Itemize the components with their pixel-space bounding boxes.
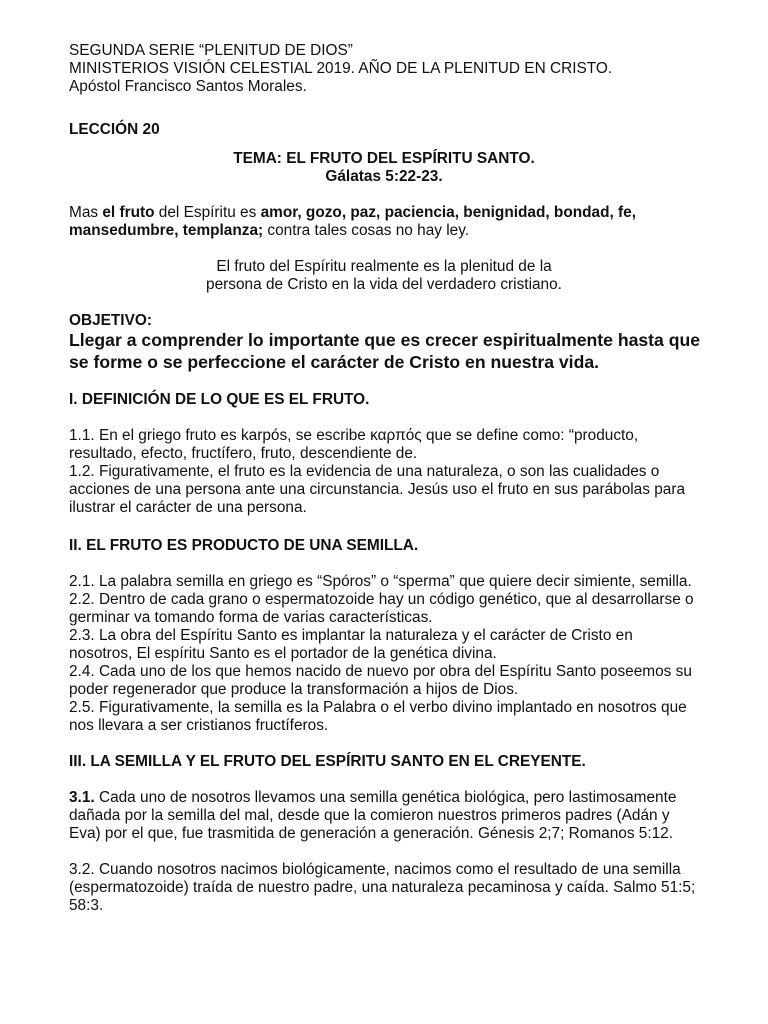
verse-bold-1: el fruto: [102, 204, 155, 221]
section-1-paragraph-2: 1.2. Figurativamente, el fruto es la evidencia de una naturaleza, o son las cualidades o acciones de una persona ante una circunstancia. Jesús uso el fruto en sus parábolas para ilustrar el carácter de una persona.: [69, 463, 686, 516]
section-3-paragraph-1-number: 3.1.: [69, 789, 95, 806]
quote-block: [0, 258, 768, 294]
section-3-paragraph-1-text: Cada uno de nosotros llevamos una semilla genética biológica, pero lastimosamente dañada por la semilla del mal, desde que la comieron nuestros primeros padres (Adán y Eva) por el que, fue trasmitida de generación a generación. Génesis 2;7; Romanos 5:12.: [69, 789, 677, 842]
header-series: SEGUNDA SERIE “PLENITUD DE DIOS”: [69, 42, 353, 59]
verse-bold-2: amor, gozo, paz, paciencia, benignidad, bondad, fe, mansedumbre, templanza;: [69, 204, 637, 239]
section-2-title: II. EL FRUTO ES PRODUCTO DE UNA SEMILLA.: [69, 537, 419, 554]
section-2-paragraph-5: 2.5. Figurativamente, la semilla es la Palabra o el verbo divino implantado en nosotros que nos llevara a ser cristianos fructíferos.: [69, 699, 687, 734]
section-2-paragraph-4: 2.4. Cada uno de los que hemos nacido de nuevo por obra del Espíritu Santo poseemos su poder regenerador que produce la transformación a hijos de Dios.: [69, 663, 692, 698]
verse-text-2: del Espíritu es: [154, 204, 261, 221]
section-1-title: I. DEFINICIÓN DE LO QUE ES EL FRUTO.: [69, 391, 370, 408]
objective-text: Llegar a comprender lo importante que es crecer espiritualmente hasta que se forme o se perfeccione el carácter de Cristo en nuestra vida.: [69, 330, 700, 372]
lesson-number: LECCIÓN 20: [69, 121, 160, 138]
section-3-paragraph-1: [69, 789, 699, 843]
document-header: [69, 42, 699, 96]
quote-line-2: persona de Cristo en la vida del verdadero cristiano.: [206, 276, 562, 293]
quote-line-1: El fruto del Espíritu realmente es la plenitud de la: [216, 258, 552, 275]
header-author: Apóstol Francisco Santos Morales.: [69, 78, 307, 95]
section-3-title: III. LA SEMILLA Y EL FRUTO DEL ESPÍRITU SANTO EN EL CREYENTE.: [69, 753, 586, 770]
key-verse: [69, 204, 699, 240]
section-2-paragraph-3: 2.3. La obra del Espíritu Santo es implantar la naturaleza y el carácter de Cristo en nosotros, El espíritu Santo es el portador de la genética divina.: [69, 627, 633, 662]
section-2-paragraph-1: 2.1. La palabra semilla en griego es “Spóros” o “sperma” que quiere decir simiente, semilla.: [69, 573, 692, 590]
verse-text-3: contra tales cosas no hay ley.: [263, 222, 470, 239]
section-3-paragraph-2: 3.2. Cuando nosotros nacimos biológicamente, nacimos como el resultado de una semilla (espermatozoide) traída de nuestro padre, una naturaleza pecaminosa y caída. Salmo 51:5; 58:3.: [69, 861, 696, 914]
section-1-paragraph-1: 1.1. En el griego fruto es karpós, se escribe καρπός que se define como: “producto, resultado, efecto, fructífero, fruto, descendiente de.: [69, 427, 639, 462]
objective-label: OBJETIVO:: [69, 312, 152, 329]
topic-reference: Gálatas 5:22-23.: [325, 168, 443, 185]
header-ministry: MINISTERIOS VISIÓN CELESTIAL 2019. AÑO DE LA PLENITUD EN CRISTO.: [69, 60, 613, 77]
section-2-body: [69, 573, 699, 735]
verse-text-1: Mas: [69, 204, 103, 221]
topic-title: TEMA: EL FRUTO DEL ESPÍRITU SANTO.: [233, 150, 535, 167]
section-2-paragraph-2: 2.2. Dentro de cada grano o espermatozoide hay un código genético, que al desarrollarse o germinar va tomando forma de varias características.: [69, 591, 694, 626]
topic-heading: [0, 150, 768, 186]
